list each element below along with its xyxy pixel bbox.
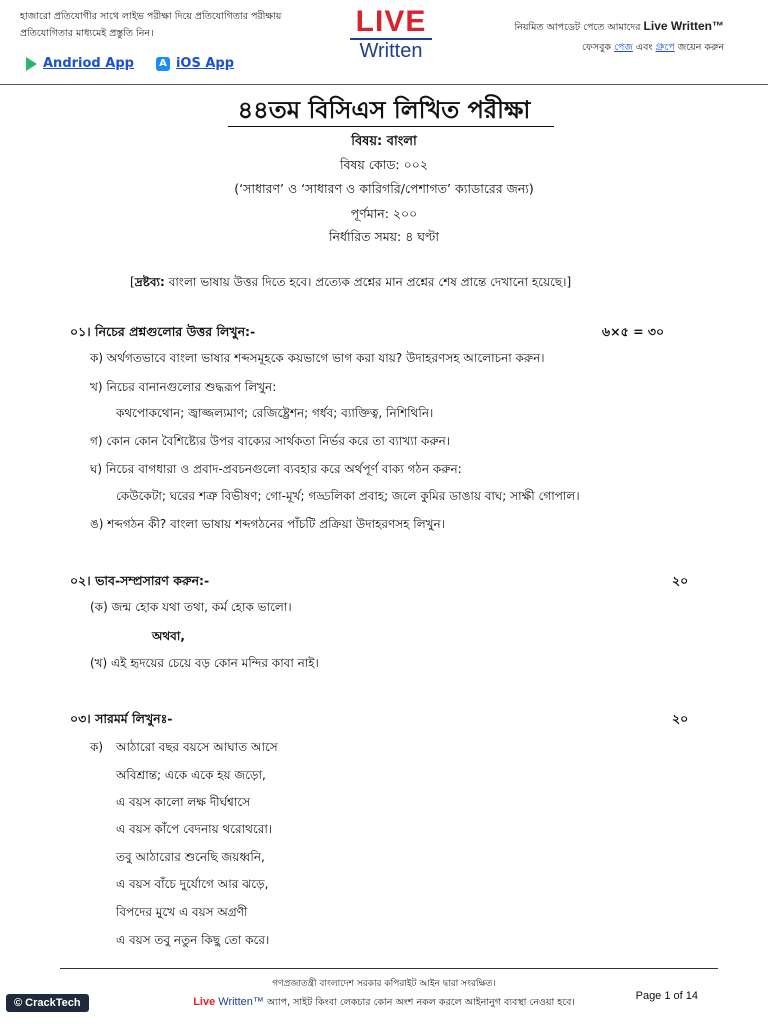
exam-note: [দ্রষ্টব্য: বাংলা ভাষায় উত্তর দিতে হবে। প্রত্যেক প্রশ্নের মান প্রশ্নের শেষ প্রান্তে দেখানো হয়েছে।] — [130, 275, 572, 289]
page-number: Page 1 of 14 — [635, 990, 698, 1002]
q1-part-e: ঙ) শব্দগঠন কী? বাংলা ভাষায় শব্দগঠনের পাঁচটি প্রক্রিয়া উদাহরণসহ লিখুন। — [90, 517, 445, 531]
android-app-label: Andriod App — [43, 56, 134, 71]
poem-line: এ বয়স তবু নতুন কিছু তো করে। — [116, 933, 270, 947]
q2-heading: ০২। ভাব-সম্প্রসারণ করুন:- — [70, 573, 210, 588]
logo-live-text: LIVE — [355, 5, 427, 38]
footer-divider — [60, 968, 718, 969]
header-social — [464, 16, 724, 58]
facebook-page-link[interactable]: পেজ — [614, 42, 633, 53]
footer-copyright: গণপ্রজাতন্ত্রী বাংলাদেশ সরকার কপিরাইট আইন দ্বারা সংরক্ষিত। — [272, 979, 496, 989]
exam-title: ৪৪তম বিসিএস লিখিত পরীক্ষা — [237, 96, 531, 124]
play-store-icon — [26, 57, 37, 71]
social-line-1 — [464, 16, 724, 38]
q1-heading: ০১। নিচের প্রশ্নগুলোর উত্তর লিখুন:- — [70, 324, 256, 339]
poem-line: এ বয়স কালো লক্ষ দীর্ঘশ্বাসে — [116, 795, 251, 809]
exam-full-marks: পূর্ণমান: ২০০ — [350, 206, 418, 221]
social-line-2 — [464, 38, 724, 58]
app-links — [26, 56, 234, 71]
facebook-text: ফেসবুক — [582, 42, 615, 53]
join-text: জয়েন করুন — [674, 42, 724, 53]
q1-part-b: খ) নিচের বানানগুলোর শুদ্ধরূপ লিখুন: — [90, 380, 277, 394]
android-app-link[interactable] — [26, 56, 134, 71]
header-divider — [0, 84, 768, 85]
q2-or: অথবা, — [152, 629, 185, 643]
q3-label: ক) — [90, 740, 104, 754]
q1-part-d-words: কেউকেটা; ঘরের শত্রু বিভীষণ; গো-মূর্খ; গড্ডলিকা প্রবাহ; জলে কুমির ডাঙায় বাঘ; সাক্ষী গোপাল। — [116, 489, 580, 503]
q2-marks: ২০ — [672, 573, 689, 588]
cracktech-badge[interactable]: © CrackTech — [6, 994, 89, 1012]
poem-line: বিপদের মুখে এ বয়স অগ্রণী — [116, 905, 248, 919]
facebook-group-link[interactable]: গ্রুপে — [655, 42, 675, 53]
exam-subject: বিষয়: বাংলা — [351, 134, 417, 149]
q1-marks: ৬×৫ = ৩০ — [602, 324, 665, 339]
ios-app-label: iOS App — [175, 56, 235, 71]
note-label: দ্রষ্টব্য: — [134, 275, 165, 289]
exam-time: নির্ধারিত সময়: ৪ ঘণ্টা — [328, 229, 440, 244]
footer-brand-written: Written™ — [215, 996, 264, 1008]
footer-warning-text: অ্যাপ, সাইট কিংবা লেকচার কোন অংশ নকল করলে আইনানুগ ব্যবস্থা নেওয়া হবে। — [263, 997, 575, 1008]
q1-part-c: গ) কোন কোন বৈশিষ্ট্যের উপর বাক্যের সার্থকতা নির্ভর করে তা ব্যাখ্যা করুন। — [90, 434, 451, 448]
tagline-line-2: প্রতিযোগিতার মাধ্যমেই প্রস্তুতি নিন। — [20, 28, 154, 39]
header-tagline — [20, 8, 320, 42]
poem-line: এ বয়স বাঁচে দুর্যোগে আর ঝড়ে, — [116, 877, 269, 891]
logo-written-text: Written — [350, 38, 432, 62]
app-store-icon: A — [156, 57, 170, 71]
q3-heading: ০৩। সারমর্ম লিখুনঃ- — [70, 711, 173, 726]
live-written-logo[interactable] — [350, 6, 432, 62]
title-underline — [228, 126, 554, 127]
q3-marks: ২০ — [672, 711, 689, 726]
exam-code: বিষয় কোড: ০০২ — [340, 157, 428, 172]
poem-line: আঠারো বছর বয়সে আঘাত আসে — [116, 740, 278, 754]
q1-part-a: ক) অর্থগতভাবে বাংলা ভাষার শব্দসমূহকে কয়ভাগে ভাগ করা যায়? উদাহরণসহ আলোচনা করুন। — [90, 351, 545, 365]
poem-line: তবু আঠারোর শুনেছি জয়ধ্বনি, — [116, 850, 265, 864]
exam-cadre: (‘সাধারণ’ ও ‘সাধারণ ও কারিগরি/পেশাগত’ ক্যাডারের জন্য) — [234, 181, 534, 196]
q1-part-b-words: কথপোকথোন; জ্বাজ্জল্যমাণ; রেজিষ্ট্রেশন; গর্ধব; ব্যাক্তিত্ব, নিশিথিনি। — [116, 406, 434, 420]
footer-brand-live: Live — [193, 996, 216, 1008]
social-update-text: নিয়মিত আপডেট পেতে আমাদের — [514, 22, 644, 33]
tagline-line-1: হাজারো প্রতিযোগীর সাথে লাইভ পরীক্ষা দিয়ে প্রতিযোগিতার পরীক্ষায় — [20, 11, 282, 22]
ios-app-link[interactable] — [156, 56, 234, 71]
note-text: বাংলা ভাষায় উত্তর দিতে হবে। প্রত্যেক প্রশ্নের মান প্রশ্নের শেষ প্রান্তে দেখানো হয়েছে। — [164, 275, 567, 289]
poem-line: এ বয়স কাঁপে বেদনায় থরোথরো। — [116, 822, 273, 836]
and-text: এবং — [632, 42, 656, 53]
q2-part-b: (খ) এই হৃদয়ের চেয়ে বড় কোন মন্দির কাবা নাই। — [90, 656, 319, 670]
poem-line: অবিশ্রান্ত; একে একে হয় জড়ো, — [116, 768, 266, 782]
social-brand: Live Written™ — [643, 19, 724, 33]
q1-part-d: ঘ) নিচের বাগধারা ও প্রবাদ-প্রবচনগুলো ব্যবহার করে অর্থপূর্ণ বাক্য গঠন করুন: — [90, 462, 462, 476]
q2-part-a: (ক) জন্ম হোক যথা তথা, কর্ম হোক ভালো। — [90, 600, 292, 614]
